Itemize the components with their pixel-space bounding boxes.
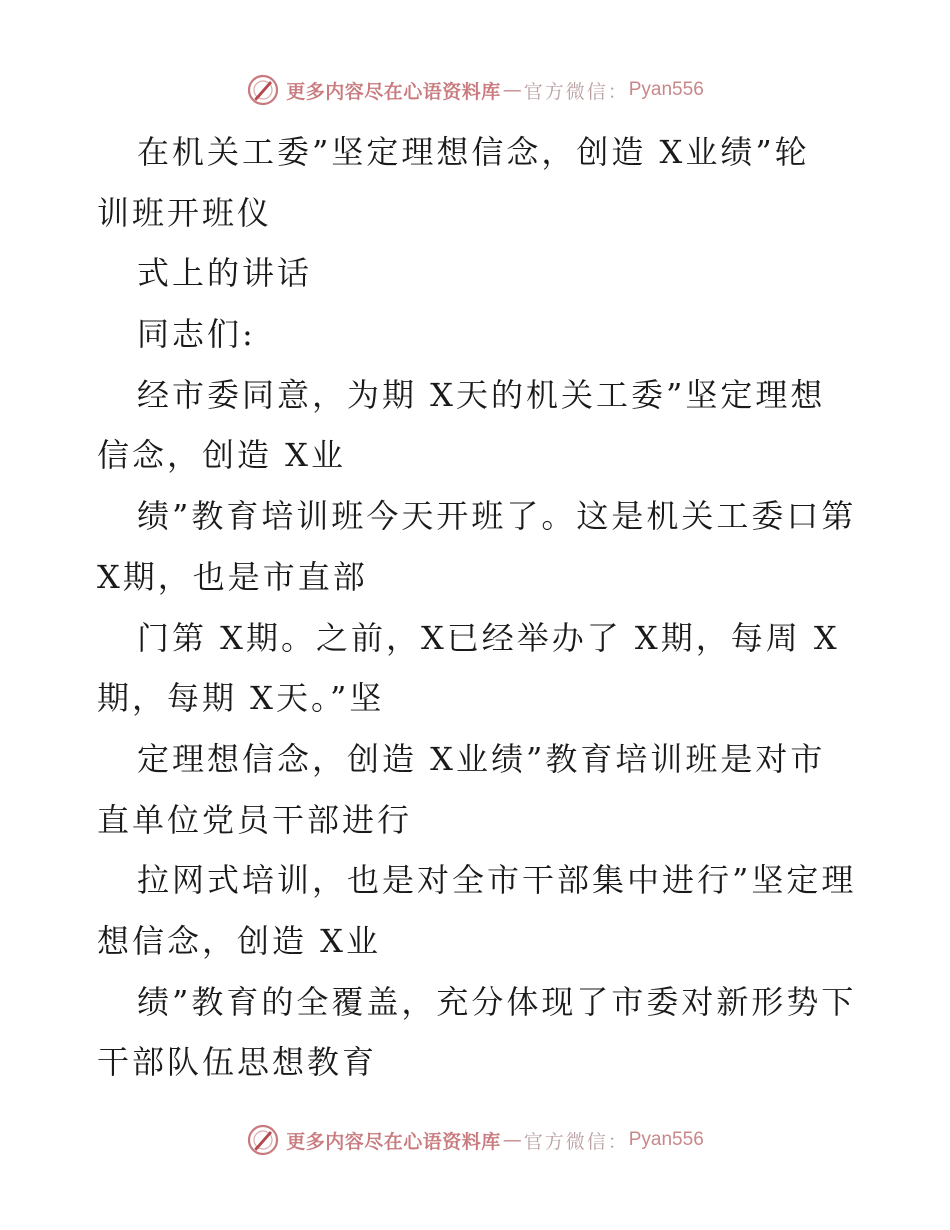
text-line: 信念，创造 X业 xyxy=(97,436,346,475)
quill-logo-icon xyxy=(246,73,280,107)
text-line: 式上的讲话 xyxy=(137,254,313,293)
watermark-wechat-id: Pyan556 xyxy=(628,1129,704,1150)
watermark-wechat-id: Pyan556 xyxy=(628,79,704,100)
watermark-wechat-label: 官方微信： xyxy=(523,80,629,103)
text-line: 绩”教育培训班今天开班了。这是机关工委口第 xyxy=(137,497,857,536)
text-line: 拉网式培训，也是对全市干部集中进行”坚定理 xyxy=(137,861,857,900)
text-line: 想信念，创造 X业 xyxy=(97,921,381,960)
document-body xyxy=(97,122,877,1093)
text-line: X期，也是市直部 xyxy=(97,557,368,596)
text-line: 同志们: xyxy=(137,315,256,354)
text-line: 直单位党员干部进行 xyxy=(97,800,413,839)
text-line: 定理想信念，创造 X业绩”教育培训班是对市 xyxy=(137,739,826,778)
text-line: 绩”教育的全覆盖，充分体现了市委对新形势下 xyxy=(137,982,857,1021)
text-line: 经市委同意，为期 X天的机关工委”坚定理想 xyxy=(137,375,826,414)
text-line: 门第 X期。之前，X已经举办了 X期，每周 X xyxy=(137,618,840,657)
text-line: 训班开班仪 xyxy=(97,193,273,232)
text-line: 干部队伍思想教育 xyxy=(97,1043,378,1082)
text-line: 在机关工委”坚定理想信念，创造 X业绩”轮 xyxy=(137,133,810,171)
watermark-separator: — xyxy=(502,79,522,101)
footer-watermark xyxy=(0,1120,950,1160)
header-watermark xyxy=(0,70,950,110)
quill-logo-icon xyxy=(246,1123,280,1157)
watermark-site-name: 更多内容尽在心语资料库 xyxy=(286,1130,501,1153)
watermark-site-name: 更多内容尽在心语资料库 xyxy=(286,80,501,103)
watermark-separator: — xyxy=(502,1129,522,1151)
watermark-wechat-label: 官方微信： xyxy=(523,1130,629,1153)
text-line: 期，每期 X天。”坚 xyxy=(97,679,385,718)
